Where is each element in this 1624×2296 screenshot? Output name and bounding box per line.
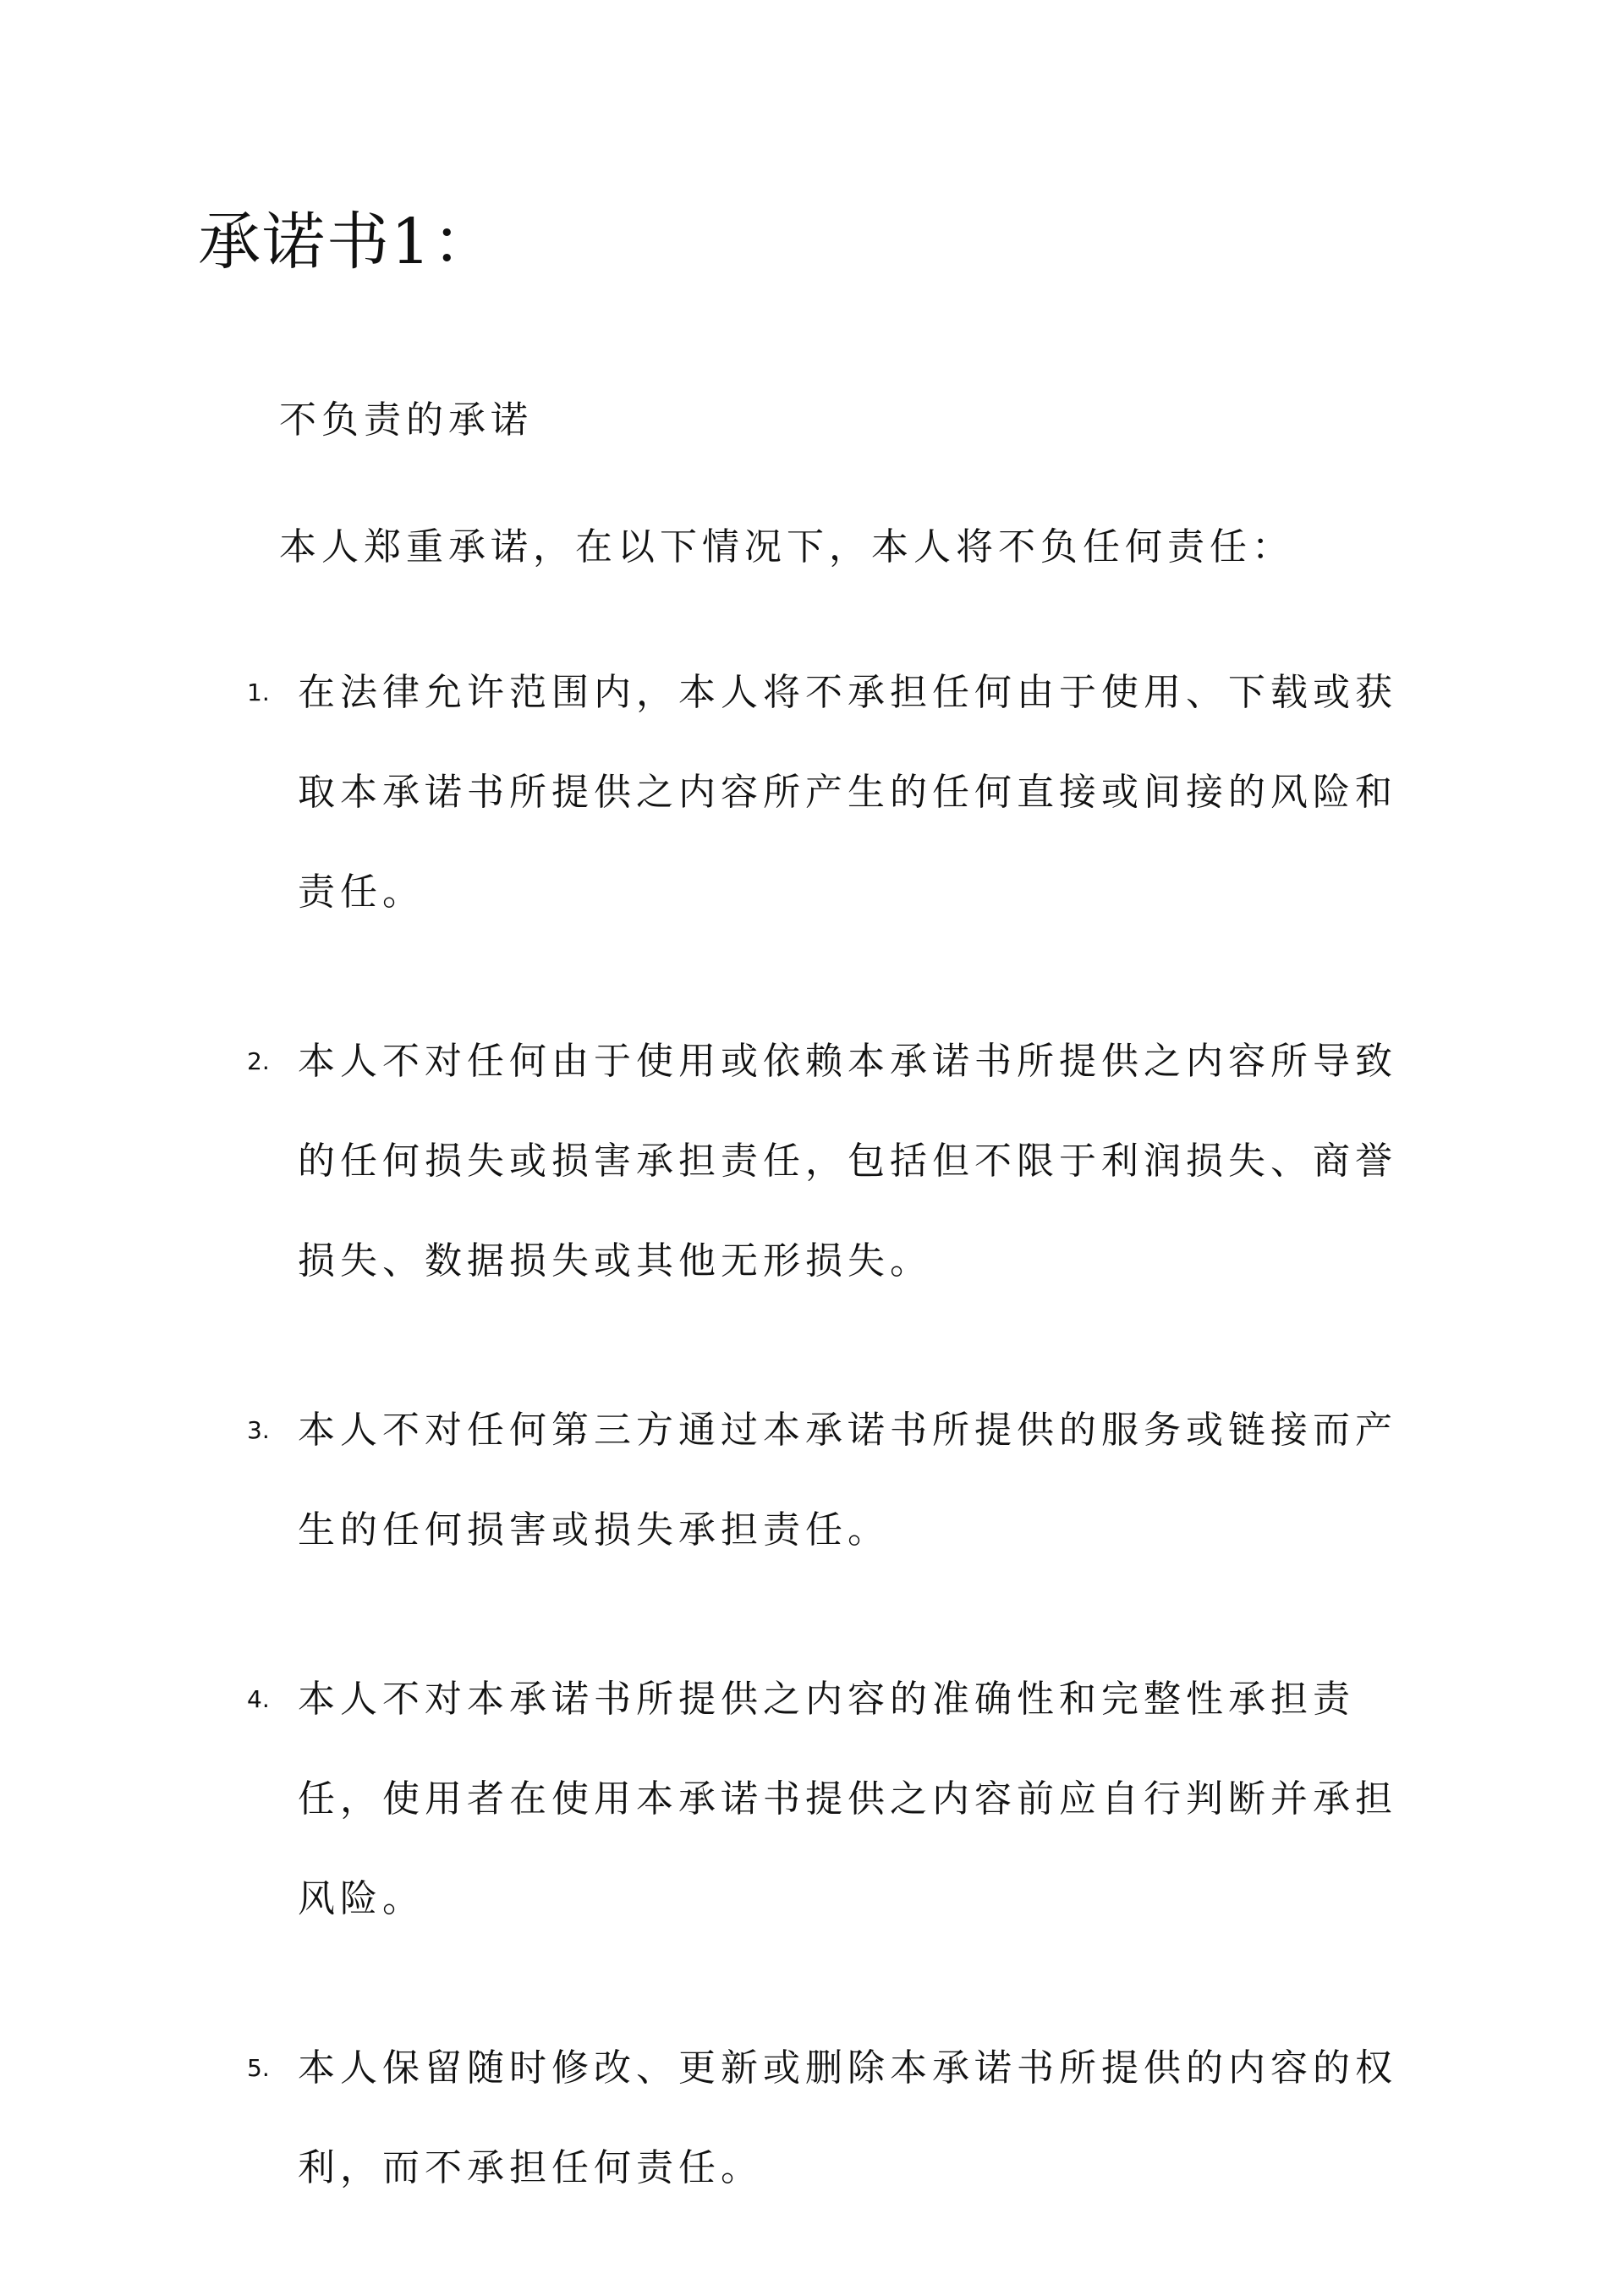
- term-text: 本人保留随时修改、更新或删除本承诺书所提供的内容的权利，而不承担任何责任。: [298, 2046, 1397, 2189]
- term-number: 5.: [247, 2054, 270, 2082]
- term-text: 本人不对任何第三方通过本承诺书所提供的服务或链接而产生的任何损害或损失承担责任。: [298, 1409, 1397, 1552]
- terms-list: [247, 643, 1414, 2288]
- term-item-5: [247, 2019, 1414, 2218]
- term-item-2: [247, 1012, 1414, 1311]
- term-number: 3.: [247, 1416, 270, 1444]
- term-item-4: [247, 1650, 1414, 1949]
- term-item-1: [247, 643, 1414, 942]
- intro-paragraph: 本人郑重承诺，在以下情况下，本人将不负任何责任：: [279, 525, 1294, 569]
- term-text: 在法律允许范围内，本人将不承担任何由于使用、下载或获取本承诺书所提供之内容所产生的任何直接或间接的风险和责任。: [298, 671, 1397, 914]
- term-number: 4.: [247, 1685, 270, 1713]
- document-subtitle: 不负责的承诺: [279, 398, 533, 442]
- term-number: 1.: [247, 678, 270, 706]
- term-item-3: [247, 1381, 1414, 1580]
- document-title: 承诺书1：: [198, 206, 497, 278]
- term-text: 本人不对本承诺书所提供之内容的准确性和完整性承担责任，使用者在使用本承诺书提供之内容前应自行判断并承担风险。: [298, 1678, 1397, 1920]
- term-number: 2.: [247, 1047, 270, 1075]
- term-text: 本人不对任何由于使用或依赖本承诺书所提供之内容所导致的任何损失或损害承担责任，包括但不限于利润损失、商誉损失、数据损失或其他无形损失。: [298, 1040, 1397, 1283]
